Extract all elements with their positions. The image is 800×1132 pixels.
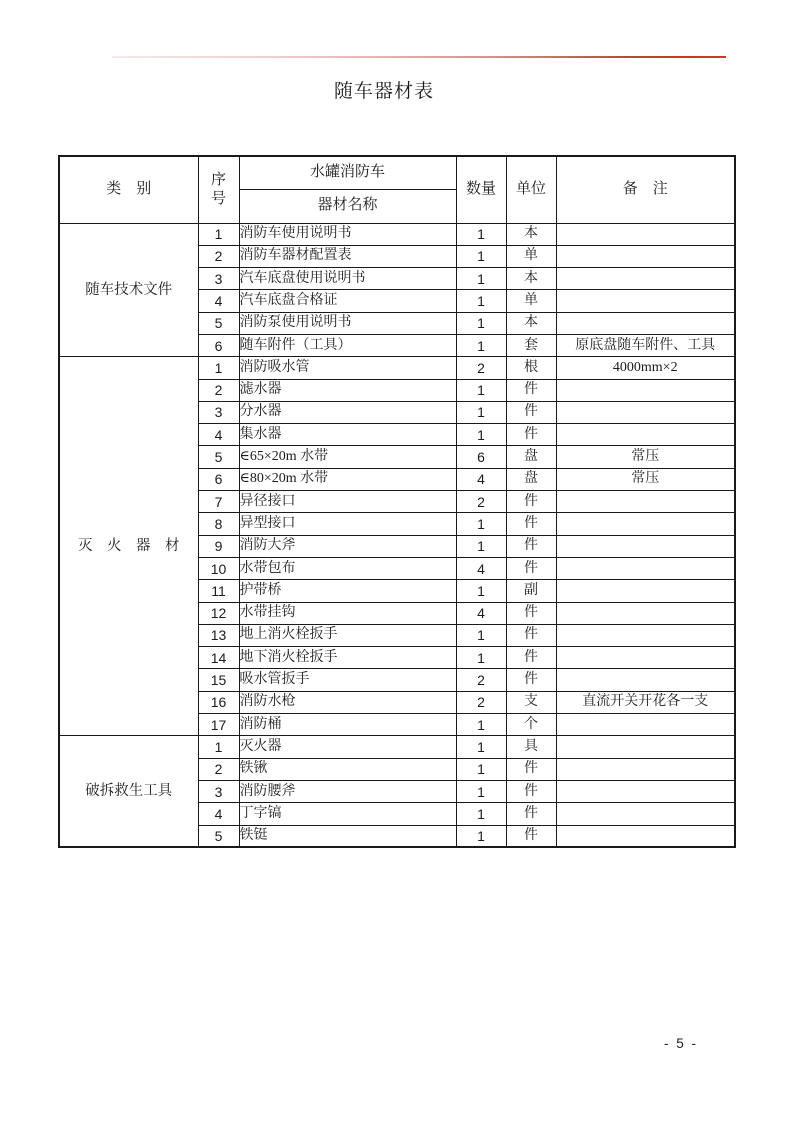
unit-cell: 件 (506, 647, 556, 669)
qty-cell: 4 (456, 468, 506, 490)
serial-cell: 4 (198, 424, 239, 446)
remark-cell (556, 669, 735, 691)
name-cell: 灭火器 (239, 736, 456, 758)
name-cell: 消防吸水管 (239, 357, 456, 379)
serial-cell: 3 (198, 780, 239, 802)
col-header-equipment-name: 器材名称 (239, 189, 456, 223)
qty-cell: 1 (456, 379, 506, 401)
qty-cell: 2 (456, 491, 506, 513)
remark-cell (556, 580, 735, 602)
qty-cell: 1 (456, 714, 506, 736)
remark-cell (556, 780, 735, 802)
serial-cell: 5 (198, 312, 239, 334)
serial-cell: 14 (198, 647, 239, 669)
serial-cell: 4 (198, 803, 239, 825)
qty-cell: 1 (456, 803, 506, 825)
remark-cell (556, 424, 735, 446)
remark-cell: 4000mm×2 (556, 357, 735, 379)
remark-cell: 直流开关开花各一支 (556, 691, 735, 713)
serial-cell: 4 (198, 290, 239, 312)
serial-cell: 13 (198, 624, 239, 646)
serial-cell: 3 (198, 268, 239, 290)
remark-cell (556, 624, 735, 646)
name-cell: 丁字镐 (239, 803, 456, 825)
col-header-serial (198, 156, 239, 223)
unit-cell: 件 (506, 513, 556, 535)
table-row (59, 736, 735, 758)
col-header-vehicle-type: 水罐消防车 (239, 156, 456, 189)
unit-cell: 本 (506, 223, 556, 245)
serial-cell: 5 (198, 825, 239, 847)
qty-cell: 2 (456, 357, 506, 379)
remark-cell (556, 758, 735, 780)
qty-cell: 1 (456, 647, 506, 669)
category-cell: 灭 火 器 材 (59, 357, 198, 736)
remark-cell (556, 312, 735, 334)
unit-cell: 件 (506, 780, 556, 802)
header-row-top (59, 156, 735, 189)
qty-cell: 1 (456, 268, 506, 290)
header-rule (112, 56, 726, 58)
serial-cell: 11 (198, 580, 239, 602)
qty-cell: 1 (456, 535, 506, 557)
name-cell: ∈65×20m 水带 (239, 446, 456, 468)
col-header-remark: 备 注 (556, 156, 735, 223)
serial-cell: 16 (198, 691, 239, 713)
remark-cell: 原底盘随车附件、工具 (556, 334, 735, 356)
remark-cell (556, 535, 735, 557)
qty-cell: 1 (456, 401, 506, 423)
remark-cell (556, 223, 735, 245)
unit-cell: 件 (506, 379, 556, 401)
serial-cell: 12 (198, 602, 239, 624)
name-cell: 消防泵使用说明书 (239, 312, 456, 334)
equipment-table (58, 155, 736, 848)
remark-cell (556, 557, 735, 579)
remark-cell (556, 379, 735, 401)
qty-cell: 1 (456, 825, 506, 847)
serial-cell: 7 (198, 491, 239, 513)
unit-cell: 件 (506, 758, 556, 780)
unit-cell: 副 (506, 580, 556, 602)
qty-cell: 1 (456, 312, 506, 334)
serial-cell: 3 (198, 401, 239, 423)
unit-cell: 单 (506, 290, 556, 312)
page-title: 随车器材表 (333, 81, 434, 102)
remark-cell (556, 736, 735, 758)
qty-cell: 1 (456, 424, 506, 446)
col-header-serial-line1: 序 (210, 172, 226, 188)
unit-cell: 件 (506, 602, 556, 624)
name-cell: 随车附件（工具） (239, 334, 456, 356)
category-cell: 破拆救生工具 (59, 736, 198, 847)
name-cell: 集水器 (239, 424, 456, 446)
serial-cell: 1 (198, 223, 239, 245)
remark-cell (556, 245, 735, 267)
col-header-quantity: 数量 (456, 156, 506, 223)
col-header-category: 类 别 (59, 156, 198, 223)
unit-cell: 本 (506, 312, 556, 334)
remark-cell (556, 268, 735, 290)
name-cell: 异径接口 (239, 491, 456, 513)
name-cell: 护带桥 (239, 580, 456, 602)
remark-cell (556, 290, 735, 312)
serial-cell: 10 (198, 557, 239, 579)
qty-cell: 1 (456, 223, 506, 245)
name-cell: 消防腰斧 (239, 780, 456, 802)
name-cell: 分水器 (239, 401, 456, 423)
name-cell: 铁锹 (239, 758, 456, 780)
category-cell: 随车技术文件 (59, 223, 198, 357)
qty-cell: 1 (456, 580, 506, 602)
qty-cell: 1 (456, 290, 506, 312)
qty-cell: 1 (456, 736, 506, 758)
unit-cell: 支 (506, 691, 556, 713)
qty-cell: 2 (456, 669, 506, 691)
unit-cell: 件 (506, 535, 556, 557)
serial-cell: 6 (198, 334, 239, 356)
qty-cell: 6 (456, 446, 506, 468)
serial-cell: 1 (198, 736, 239, 758)
name-cell: 滤水器 (239, 379, 456, 401)
serial-cell: 2 (198, 379, 239, 401)
unit-cell: 根 (506, 357, 556, 379)
name-cell: 汽车底盘合格证 (239, 290, 456, 312)
qty-cell: 1 (456, 624, 506, 646)
unit-cell: 件 (506, 491, 556, 513)
unit-cell: 单 (506, 245, 556, 267)
unit-cell: 本 (506, 268, 556, 290)
serial-cell: 2 (198, 245, 239, 267)
remark-cell (556, 491, 735, 513)
name-cell: 汽车底盘使用说明书 (239, 268, 456, 290)
unit-cell: 件 (506, 825, 556, 847)
remark-cell (556, 401, 735, 423)
remark-cell (556, 825, 735, 847)
qty-cell: 2 (456, 691, 506, 713)
qty-cell: 1 (456, 758, 506, 780)
qty-cell: 1 (456, 334, 506, 356)
qty-cell: 1 (456, 245, 506, 267)
qty-cell: 4 (456, 557, 506, 579)
name-cell: 铁铤 (239, 825, 456, 847)
name-cell: ∈80×20m 水带 (239, 468, 456, 490)
table-row (59, 223, 735, 245)
remark-cell (556, 647, 735, 669)
serial-cell: 2 (198, 758, 239, 780)
remark-cell: 常压 (556, 468, 735, 490)
table-row (59, 357, 735, 379)
remark-cell (556, 513, 735, 535)
qty-cell: 1 (456, 780, 506, 802)
serial-cell: 17 (198, 714, 239, 736)
serial-cell: 8 (198, 513, 239, 535)
name-cell: 异型接口 (239, 513, 456, 535)
col-header-serial-line2: 号 (210, 190, 226, 207)
page-number: - 5 - (664, 1036, 699, 1051)
unit-cell: 件 (506, 624, 556, 646)
name-cell: 水带包布 (239, 557, 456, 579)
serial-cell: 9 (198, 535, 239, 557)
name-cell: 地下消火栓扳手 (239, 647, 456, 669)
unit-cell: 件 (506, 424, 556, 446)
name-cell: 吸水管扳手 (239, 669, 456, 691)
unit-cell: 件 (506, 557, 556, 579)
name-cell: 地上消火栓扳手 (239, 624, 456, 646)
remark-cell (556, 803, 735, 825)
serial-cell: 6 (198, 468, 239, 490)
unit-cell: 盘 (506, 446, 556, 468)
qty-cell: 4 (456, 602, 506, 624)
name-cell: 消防大斧 (239, 535, 456, 557)
serial-cell: 1 (198, 357, 239, 379)
remark-cell: 常压 (556, 446, 735, 468)
name-cell: 消防车使用说明书 (239, 223, 456, 245)
col-header-unit: 单位 (506, 156, 556, 223)
serial-cell: 5 (198, 446, 239, 468)
unit-cell: 盘 (506, 468, 556, 490)
remark-cell (556, 714, 735, 736)
unit-cell: 件 (506, 669, 556, 691)
name-cell: 消防桶 (239, 714, 456, 736)
qty-cell: 1 (456, 513, 506, 535)
unit-cell: 套 (506, 334, 556, 356)
unit-cell: 具 (506, 736, 556, 758)
name-cell: 水带挂钩 (239, 602, 456, 624)
unit-cell: 个 (506, 714, 556, 736)
name-cell: 消防车器材配置表 (239, 245, 456, 267)
name-cell: 消防水枪 (239, 691, 456, 713)
unit-cell: 件 (506, 803, 556, 825)
unit-cell: 件 (506, 401, 556, 423)
remark-cell (556, 602, 735, 624)
serial-cell: 15 (198, 669, 239, 691)
